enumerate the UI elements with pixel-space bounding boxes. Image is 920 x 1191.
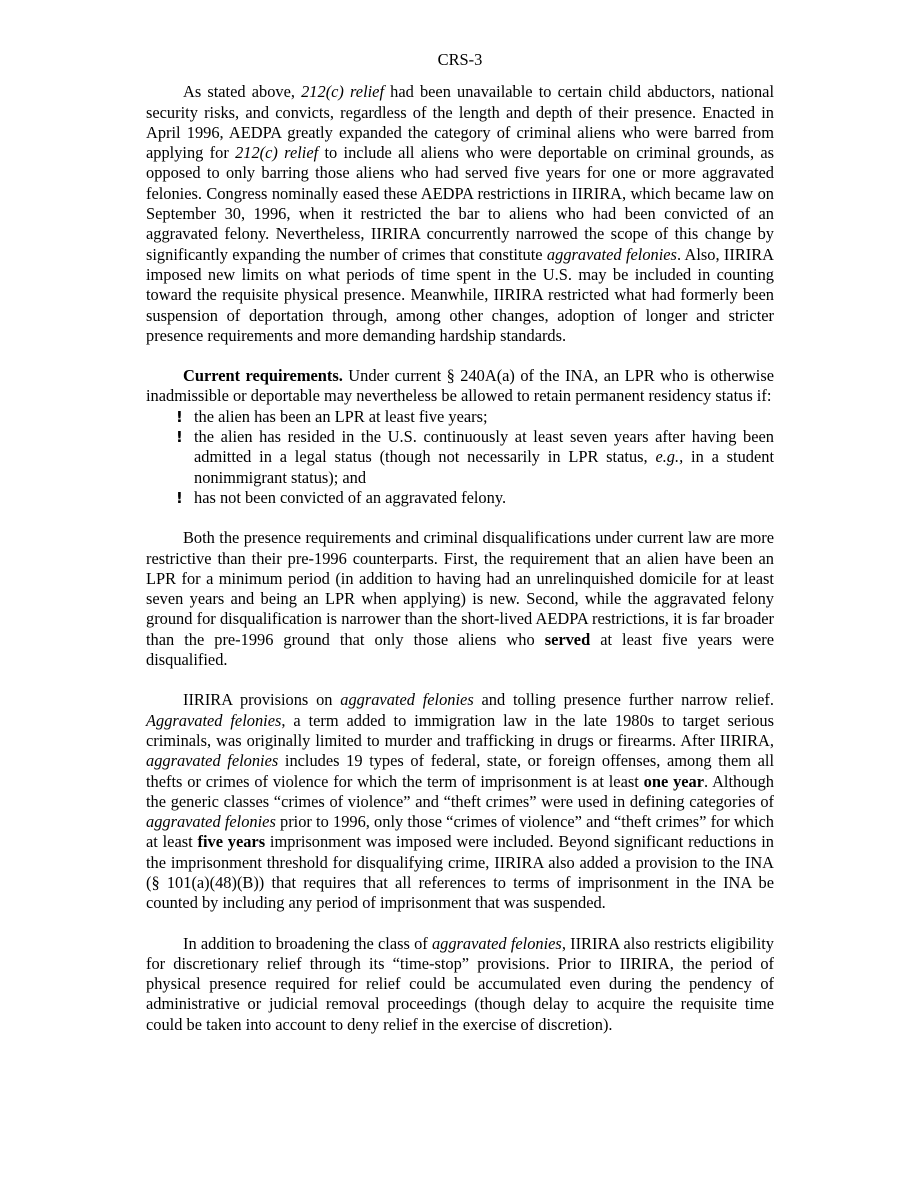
italic-term: aggravated felonies <box>431 933 562 953</box>
exclamation-bullet-icon: ! <box>176 488 183 507</box>
text-span: IIRIRA provisions on <box>183 690 341 710</box>
text-span: . Also, IIRIRA imposed new limits on what periods of time spent in the U.S. may be included in counting toward the requisite physical presence. Meanwhile, IIRIRA restricted what had formerly been suspension of deportation through, among other changes, adoption of longer and stricter presence requirements and more demanding hardship standards. <box>146 244 775 345</box>
text-span: at least five years were disqualified. <box>146 629 775 670</box>
text-span: imprisonment was imposed were included. Beyond significant reductions in the imprisonment threshold for disqualifying crime, IIRIRA also added a provision to the INA (§ 101(a)(48)(B)) that requires that all references to terms of imprisonment in the INA be counted by including any period of imprisonment that was suspended. <box>146 832 774 913</box>
text-span: In addition to broadening the class of <box>183 933 432 953</box>
paragraph-aggravated-felonies <box>146 690 774 913</box>
text-span: prior to 1996, only those “crimes of violence” and “theft crimes” for which at least <box>146 812 774 852</box>
paragraph-current-requirements <box>146 366 774 407</box>
exclamation-bullet-icon: ! <box>176 407 183 426</box>
italic-term: aggravated felonies <box>146 812 276 832</box>
paragraph-time-stop <box>146 934 774 1035</box>
list-item <box>146 488 774 508</box>
italic-term: e.g., <box>655 447 684 467</box>
paragraph-212c-relief <box>146 82 774 346</box>
page-header: CRS-3 <box>437 50 483 69</box>
text-span: Both the presence requirements and criminal disqualifications under current law are more restrictive than their pre-1996 counterparts. First, the requirement that an alien have been an LPR for a minimum period (in addition to having had an unrelinquished domicile for at least seven years and being an LPR when applying) is new. Second, while the aggravated felony ground for disqualification is narrower than the short-lived AEDPA restrictions, it is far broader than the pre-1996 ground that only those aliens who <box>146 528 774 649</box>
requirements-list <box>146 407 774 508</box>
document-page <box>146 50 774 1055</box>
list-item <box>146 407 774 427</box>
text-span: had been unavailable to certain child abductors, national security risks, and convicts, regardless of the length and depth of their presence. Enacted in April 1996, AEDPA greatly expanded the category of criminal aliens who were barred from applying for <box>146 82 775 163</box>
italic-term: aggravated felonies <box>546 244 677 264</box>
paragraph-presence-requirements <box>146 528 774 670</box>
text-span: Under current § 240A(a) of the INA, an LPR who is otherwise inadmissible or deportable may nevertheless be allowed to retain permanent residency status if: <box>146 366 774 406</box>
italic-term: aggravated felonies <box>146 751 279 771</box>
text-span: , a term added to immigration law in the late 1980s to target serious criminals, was originally limited to murder and trafficking in drugs or firearms. After IIRIRA, <box>146 710 774 750</box>
italic-term: aggravated felonies <box>340 690 474 710</box>
bold-term: five years <box>197 832 266 852</box>
text-span: . Although the generic classes “crimes of violence” and “theft crimes” were used in defining categories of <box>146 771 775 811</box>
text-span: and tolling presence further narrow relief. <box>473 690 774 710</box>
bold-term: one year <box>643 771 705 791</box>
text-span: includes 19 types of federal, state, or foreign offenses, among them all thefts or crimes of violence for which the term of imprisonment is at least <box>146 751 775 791</box>
exclamation-bullet-icon: ! <box>176 428 183 447</box>
list-item-text: has not been convicted of an aggravated felony. <box>194 487 507 507</box>
list-item-text: in a student nonimmigrant status); and <box>194 447 774 487</box>
list-item-text: the alien has resided in the U.S. continuously at least seven years after having been admitted in a legal status (though not necessarily in LPR status, <box>194 427 774 467</box>
italic-term: 212(c) relief <box>235 143 319 163</box>
section-heading: Current requirements. <box>183 366 343 386</box>
bold-term: served <box>544 629 591 649</box>
text-span: , IIRIRA also restricts eligibility for discretionary relief through its “time-stop” provisions. Prior to IIRIRA, the period of physical presence required for relief could be accumulated even during the pendency of administrative or judicial removal proceedings (though delay to acquire the requisite time could be taken into account to deny relief in the exercise of discretion). <box>146 933 774 1034</box>
italic-term: 212(c) relief <box>301 82 385 102</box>
text-span: to include all aliens who were deportable on criminal grounds, as opposed to only barring those aliens who had served five years for one or more aggravated felonies. Congress nominally eased these AEDPA restrictions in IIRIRA, which became law on September 30, 1996, when it restricted the bar to aliens who had been convicted of an aggravated felony. Nevertheless, IIRIRA concurrently narrowed the scope of this change by significantly expanding the number of crimes that constitute <box>146 143 774 264</box>
italic-term: Aggravated felonies <box>146 710 282 730</box>
text-span: As stated above, <box>183 82 302 102</box>
list-item-text: the alien has been an LPR at least five years; <box>194 406 488 426</box>
list-item <box>146 427 774 488</box>
